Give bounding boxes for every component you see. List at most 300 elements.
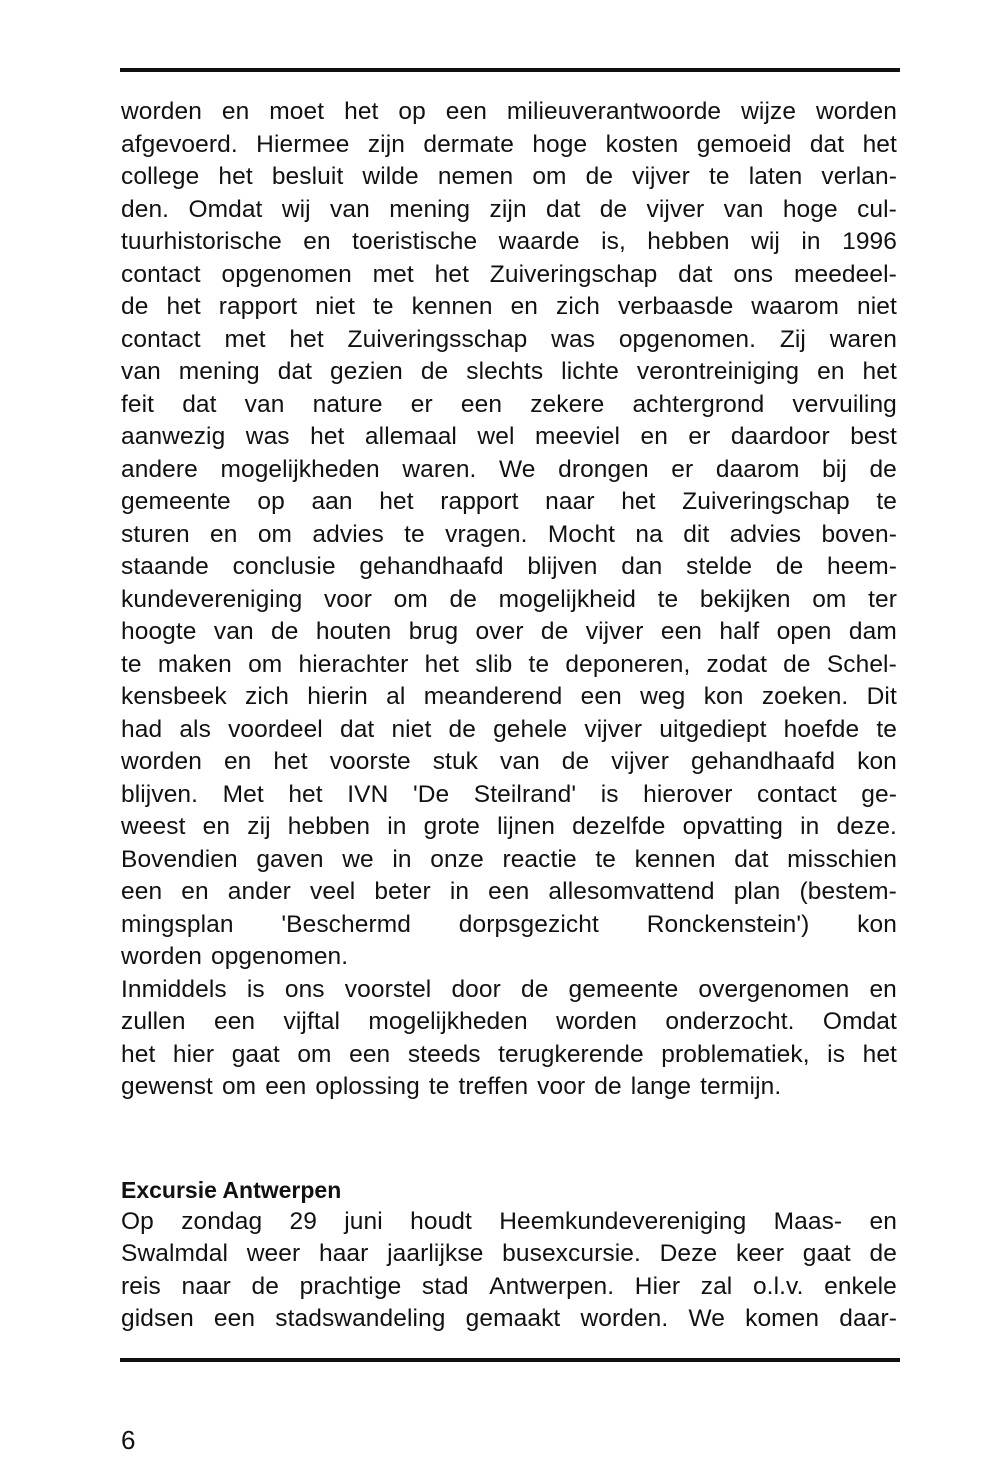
word: IVN: [347, 780, 389, 808]
text-line: [121, 324, 897, 357]
word: hoge: [532, 130, 588, 158]
text-line: [121, 1206, 897, 1239]
word: over: [475, 618, 524, 645]
word: juni: [344, 1207, 383, 1235]
word: ge-: [861, 780, 897, 808]
word: opgenomen.: [210, 943, 349, 970]
word: jaarlijkse: [387, 1240, 484, 1267]
word: daardoor: [730, 423, 830, 450]
word: kon: [857, 910, 897, 938]
word: kon: [857, 748, 897, 775]
word: onderzocht.: [665, 1008, 795, 1035]
word: oplossing: [315, 1073, 420, 1100]
word: brug: [408, 618, 459, 645]
word: meeviel: [534, 423, 621, 450]
word: zijn: [489, 195, 527, 223]
word: komen: [745, 1305, 820, 1332]
text-line: [121, 941, 897, 974]
word: zullen: [121, 1008, 186, 1035]
word: als: [179, 715, 211, 743]
text-line: [121, 876, 897, 909]
text-line: [121, 161, 897, 194]
word: lijnen: [497, 813, 555, 840]
word: gehele: [493, 715, 568, 743]
word: al: [386, 683, 406, 710]
word: gehandhaafd: [690, 748, 836, 775]
word: de: [869, 455, 897, 483]
word: we: [342, 845, 374, 873]
word: problematiek,: [661, 1040, 810, 1068]
word: in: [449, 878, 470, 905]
word: het: [862, 130, 897, 158]
word: reis: [121, 1272, 161, 1300]
word: zich: [245, 683, 289, 710]
word: staande: [121, 553, 209, 580]
word: Bovendien: [121, 845, 238, 873]
word: nemen: [437, 163, 514, 190]
word: verbaasde: [617, 293, 734, 320]
word: houten: [315, 618, 392, 645]
word: Omdat: [822, 1008, 897, 1035]
word: Steilrand': [473, 780, 577, 808]
word: milieuverantwoorde: [506, 98, 722, 125]
word: te: [428, 1073, 450, 1100]
word: termijn.: [700, 1073, 782, 1100]
word: gidsen: [121, 1305, 194, 1332]
word: door: [451, 975, 501, 1003]
word: en: [640, 423, 668, 450]
word: contact: [757, 780, 837, 808]
word: is: [827, 1040, 846, 1068]
word: (bestem-: [799, 878, 897, 905]
word: hebben: [647, 228, 730, 255]
word: steeds: [407, 1040, 481, 1068]
word: en: [510, 293, 539, 320]
text-line: [121, 389, 897, 422]
word: mening: [178, 358, 260, 385]
word: beter: [374, 878, 431, 905]
word: en: [869, 1207, 897, 1235]
paragraph-pond-dredging: [121, 96, 897, 974]
word: 'De: [412, 780, 450, 808]
word: gemoeid: [696, 130, 792, 158]
word: vijver: [611, 748, 669, 775]
word: de: [420, 358, 449, 385]
word: de: [540, 618, 569, 645]
word: kennen: [411, 293, 493, 320]
word: dorpsgezicht: [458, 910, 599, 938]
word: zijn: [367, 130, 405, 158]
text-line: [121, 681, 897, 714]
text-line: [121, 356, 897, 389]
word: een: [213, 1008, 256, 1035]
word: mening: [389, 195, 471, 223]
word: niet: [857, 293, 897, 320]
word: de: [599, 195, 628, 223]
word: van: [244, 390, 285, 418]
word: was: [245, 423, 290, 450]
text-line: [121, 129, 897, 162]
text-line: [121, 844, 897, 877]
word: het: [288, 780, 323, 808]
word: te: [595, 845, 616, 873]
text-line: [121, 1271, 897, 1304]
word: er: [688, 423, 711, 450]
word: blijven: [527, 553, 598, 580]
word: stuk: [432, 748, 479, 775]
word: er: [671, 455, 694, 483]
word: en: [202, 813, 231, 840]
word: het: [289, 325, 324, 353]
word: college: [121, 163, 200, 190]
word: mingsplan: [121, 910, 234, 938]
word: en: [181, 878, 209, 905]
word: gemeente: [121, 488, 231, 515]
word: het: [424, 650, 459, 678]
word: worden: [121, 748, 202, 775]
word: gezien: [330, 358, 403, 385]
word: had: [121, 715, 163, 743]
word: te: [404, 520, 425, 548]
word: opgenomen.: [618, 325, 757, 353]
word: verlan-: [821, 163, 897, 190]
word: vijver: [646, 195, 705, 223]
word: wel: [477, 423, 515, 450]
word: op: [398, 98, 426, 125]
word: nature: [312, 390, 383, 418]
word: en: [817, 358, 845, 385]
word: dan: [621, 553, 663, 580]
word: voorstel: [344, 975, 432, 1003]
text-line: [121, 551, 897, 584]
word: een: [488, 878, 530, 905]
word: om: [812, 585, 847, 613]
word: naar: [181, 1272, 231, 1300]
word: treffen: [458, 1073, 529, 1100]
word: in: [387, 813, 407, 840]
word: een: [445, 98, 487, 125]
word: te: [372, 293, 394, 320]
word: slechts: [466, 358, 544, 385]
word: gewenst: [121, 1073, 213, 1100]
word: te: [876, 488, 897, 515]
word: haar: [318, 1240, 369, 1267]
text-line: [121, 649, 897, 682]
word: wijze: [741, 98, 797, 125]
word: dam: [848, 618, 897, 645]
word: voorste: [329, 748, 411, 775]
word: besluit: [271, 163, 344, 190]
word: gaat: [802, 1240, 851, 1267]
word: terugkerende: [498, 1040, 644, 1068]
word: tuurhistorische: [121, 228, 282, 255]
word: busexcursie.: [502, 1240, 641, 1267]
word: er: [410, 390, 433, 418]
word: Zuiveringschap: [682, 488, 850, 515]
word: daarom: [715, 455, 800, 483]
word: Deze: [659, 1240, 718, 1267]
word: reactie: [502, 845, 577, 873]
word: wij: [281, 195, 311, 223]
word: moet: [269, 98, 325, 125]
word: o.l.v.: [752, 1272, 804, 1300]
word: opgenomen: [221, 260, 352, 288]
word: enkele: [824, 1272, 897, 1300]
word: gehandhaafd: [359, 553, 504, 580]
word: advies: [312, 520, 384, 548]
word: worden.: [580, 1305, 669, 1332]
word: de: [869, 1240, 897, 1267]
word: voor: [537, 1073, 586, 1100]
word: in: [392, 845, 412, 873]
text-line: [121, 96, 897, 129]
word: deponeren,: [565, 650, 691, 678]
word: en: [221, 98, 250, 125]
word: het: [344, 98, 379, 125]
word: vijver: [585, 618, 644, 645]
word: 'Beschermd: [281, 910, 411, 938]
word: Mocht: [547, 520, 616, 548]
word: is: [246, 975, 265, 1003]
word: Hiermee: [256, 130, 350, 158]
word: zodat: [706, 650, 767, 678]
text-line: [121, 974, 897, 1007]
word: advies: [729, 520, 802, 548]
word: om: [393, 585, 428, 613]
word: achtergrond: [632, 390, 765, 418]
word: een: [265, 1073, 307, 1100]
word: wij: [751, 228, 780, 255]
word: dermate: [423, 130, 514, 158]
word: dit: [683, 520, 710, 548]
word: een: [349, 1040, 391, 1068]
text-line: [121, 909, 897, 942]
section-heading: Excursie Antwerpen: [121, 1176, 342, 1203]
word: op: [257, 488, 285, 515]
text-line: [121, 1006, 897, 1039]
text-line: [121, 226, 897, 259]
word: stelde: [686, 553, 753, 580]
word: boven-: [821, 520, 897, 548]
word: rapport: [218, 293, 298, 320]
word: Maas-: [773, 1207, 843, 1235]
word: het: [166, 293, 201, 320]
word: van: [723, 195, 764, 223]
word: half: [719, 618, 760, 645]
word: uitgediept: [659, 715, 767, 743]
section-gap: [121, 1104, 897, 1174]
word: Zuiveringschap: [489, 260, 658, 288]
word: een: [213, 1305, 256, 1332]
word: is,: [601, 228, 626, 255]
word: dat: [546, 195, 581, 223]
word: Ronckenstein'): [646, 910, 810, 938]
text-line: [121, 259, 897, 292]
word: feit: [121, 390, 155, 418]
word: onze: [430, 845, 484, 873]
text-line: [121, 519, 897, 552]
word: het: [621, 488, 656, 515]
word: weer: [246, 1240, 301, 1267]
word: het: [218, 163, 253, 190]
word: vijftal: [283, 1008, 341, 1035]
word: hierin: [307, 683, 368, 710]
paragraph-excursion: [121, 1206, 897, 1336]
word: waren: [829, 325, 897, 353]
word: de: [251, 1272, 279, 1300]
word: het: [434, 260, 469, 288]
word: allemaal: [364, 423, 457, 450]
word: Inmiddels: [121, 975, 227, 1003]
bottom-rule: [120, 1358, 900, 1362]
word: hierover: [643, 780, 733, 808]
word: niet: [315, 293, 355, 320]
word: hoogte: [121, 618, 197, 645]
word: bij: [822, 455, 847, 483]
word: mogelijkheden: [368, 1008, 528, 1035]
word: deze.: [836, 813, 897, 840]
word: lange: [630, 1073, 692, 1100]
word: een: [580, 683, 622, 710]
word: om: [297, 1040, 332, 1068]
word: gemaakt: [465, 1305, 561, 1332]
word: te: [121, 650, 142, 678]
word: de: [594, 1073, 622, 1100]
word: We: [499, 455, 536, 483]
word: het: [862, 1040, 897, 1068]
word: toeristische: [352, 228, 478, 255]
word: stad: [421, 1272, 469, 1300]
word: Omdat: [188, 195, 263, 223]
word: daar-: [839, 1305, 897, 1332]
word: de: [585, 163, 614, 190]
word: conclusie: [232, 553, 336, 580]
word: andere: [121, 455, 198, 483]
word: Zij: [779, 325, 806, 353]
word: van: [213, 618, 254, 645]
word: weg: [640, 683, 686, 710]
word: ander: [227, 878, 291, 905]
word: vijver: [584, 715, 643, 743]
word: hebben: [287, 813, 371, 840]
word: te: [657, 585, 679, 613]
word: dat: [277, 358, 313, 385]
text-line: [121, 1071, 897, 1104]
word: wilde: [362, 163, 419, 190]
word: om: [248, 650, 283, 678]
word: waarde: [498, 228, 580, 255]
word: Schel-: [826, 650, 897, 678]
word: grote: [423, 813, 481, 840]
word: en: [223, 748, 252, 775]
text-line: [121, 746, 897, 779]
word: lichte: [561, 358, 619, 385]
word: en: [869, 975, 897, 1003]
word: meedeel-: [793, 260, 897, 288]
word: prachtige: [299, 1272, 402, 1300]
text-line: [121, 616, 897, 649]
word: te: [876, 715, 897, 743]
page-number: 6: [121, 1425, 136, 1455]
text-line: [121, 486, 897, 519]
word: Dit: [866, 683, 897, 710]
word: drongen: [558, 455, 649, 483]
word: gemeente: [568, 975, 679, 1003]
word: open: [776, 618, 832, 645]
word: het: [310, 423, 345, 450]
word: de: [448, 715, 476, 743]
word: de: [121, 293, 149, 320]
word: het: [121, 1040, 156, 1068]
word: houdt: [410, 1207, 472, 1235]
word: kundevereniging: [121, 585, 303, 613]
word: hoge: [782, 195, 838, 223]
word: den.: [121, 195, 170, 223]
word: allesomvattend: [548, 878, 715, 905]
word: kon: [703, 683, 744, 710]
word: om: [257, 520, 293, 548]
text-line: [121, 584, 897, 617]
word: gaat: [231, 1040, 280, 1068]
word: het: [379, 488, 414, 515]
word: na: [635, 520, 663, 548]
word: sturen: [121, 520, 190, 548]
word: laten: [748, 163, 803, 190]
word: een: [121, 878, 163, 905]
word: kennen: [634, 845, 716, 873]
word: kosten: [605, 130, 679, 158]
word: Swalmdal: [121, 1240, 229, 1267]
word: heem-: [827, 553, 897, 580]
word: vragen.: [445, 520, 528, 548]
word: de: [271, 618, 299, 645]
word: worden: [816, 98, 897, 125]
word: worden: [121, 98, 202, 125]
word: om: [532, 163, 567, 190]
word: hoefde: [783, 715, 860, 743]
word: niet: [391, 715, 432, 743]
word: van: [330, 195, 370, 223]
word: dat: [734, 845, 769, 873]
word: van: [121, 358, 161, 385]
word: met: [372, 260, 414, 288]
word: te: [528, 650, 550, 678]
word: Antwerpen.: [489, 1272, 615, 1300]
text-line: [121, 779, 897, 812]
word: slib: [475, 650, 513, 678]
word: aanwezig: [121, 423, 226, 450]
word: verontreiniging: [636, 358, 800, 385]
word: de: [783, 650, 811, 678]
word: contact: [121, 260, 201, 288]
word: zij: [247, 813, 271, 840]
word: van: [500, 748, 540, 775]
word: dat: [678, 260, 713, 288]
word: zekere: [530, 390, 605, 418]
paragraph-municipality-proposal: [121, 974, 897, 1104]
word: zondag: [181, 1207, 263, 1235]
word: is: [600, 780, 619, 808]
word: het: [862, 358, 897, 385]
word: in: [801, 228, 821, 255]
word: met: [224, 325, 266, 353]
word: weest: [121, 813, 186, 840]
word: Heemkundevereniging: [499, 1207, 747, 1235]
word: om: [221, 1073, 257, 1100]
page-body: [121, 96, 897, 1336]
word: afgevoerd.: [121, 130, 238, 158]
text-line: [121, 454, 897, 487]
